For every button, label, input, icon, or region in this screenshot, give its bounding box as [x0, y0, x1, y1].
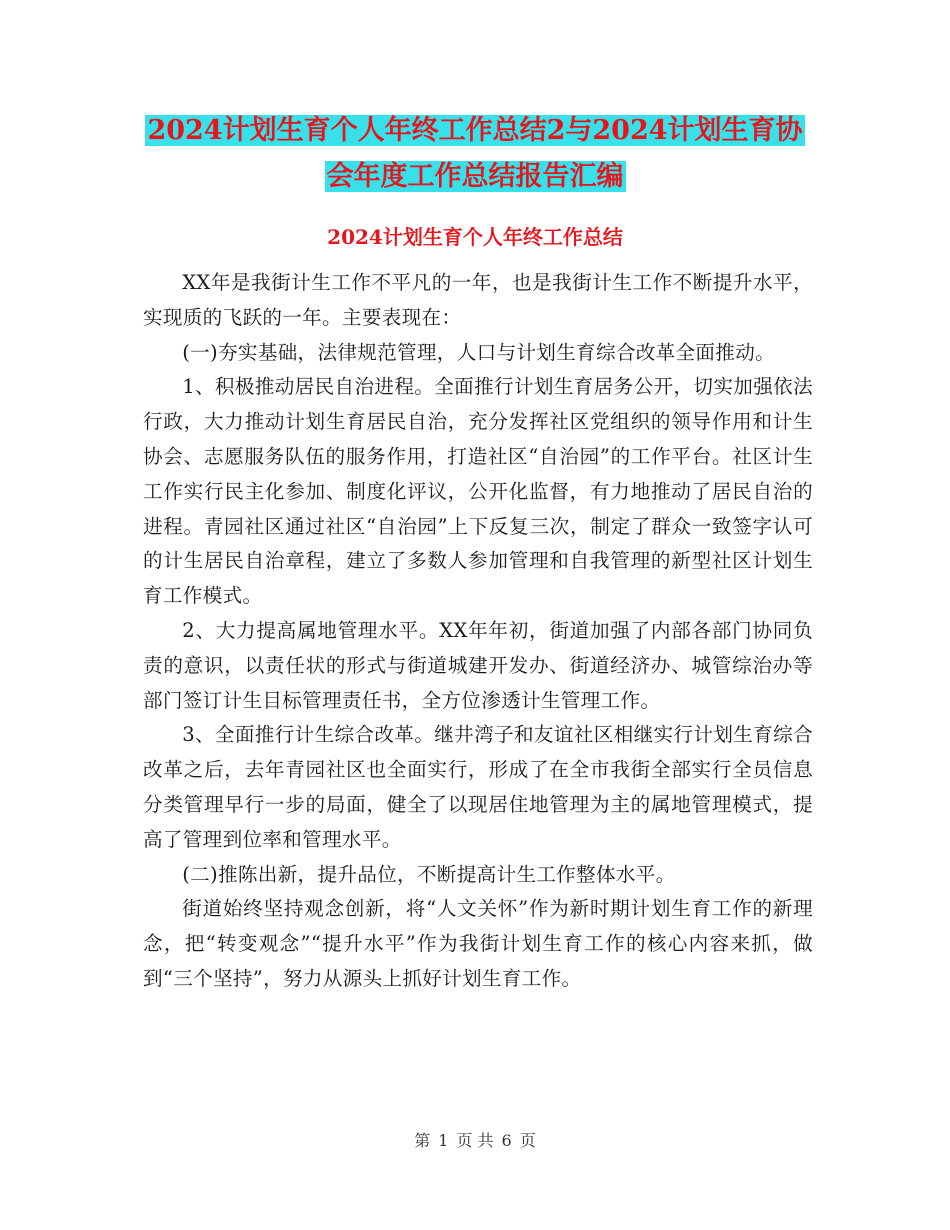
paragraph-item-3: 3、全面推行计生综合改革。继井湾子和友谊社区相继实行计划生育综合改革之后，去年青园社区也全面实行，形成了在全市我街全部实行全员信息分类管理早行一步的局面，健全了以现居住地管理为主的属地管理模式，提高了管理到位率和管理水平。 [143, 723, 813, 851]
footer-total-pages: 6 [501, 1131, 512, 1150]
section-title: 2024计划生育个人年终工作总结 [327, 225, 623, 249]
paragraph-heading-2: (二)推陈出新，提升品位，不断提高计生工作整体水平。 [182, 862, 676, 886]
paragraph-intro: XX年是我街计生工作不平凡的一年，也是我街计生工作不断提升水平，实现质的飞跃的一年。主要表现在： [143, 271, 813, 329]
page-footer [0, 1128, 950, 1151]
footer-mid: 页 共 [456, 1131, 494, 1150]
paragraph-item-2: 2、大力提高属地管理水平。XX年年初，街道加强了内部各部门协同负责的意识，以责任状的形式与街道城建开发办、街道经济办、城管综治办等部门签订计生目标管理责任书，全方位渗透计生管理工作。 [143, 618, 813, 712]
footer-prefix: 第 [414, 1131, 431, 1150]
title-line-1: 2024计划生育个人年终工作总结2与2024计划生育协 [147, 115, 803, 146]
paragraph-body: 街道始终坚持观念创新，将“人文关怀”作为新时期计划生育工作的新理念，把“转变观念”“提升水平”作为我街计划生育工作的核心内容来抓，做到“三个坚持”，努力从源头上抓好计划生育工作。 [143, 897, 813, 990]
footer-page-number: 1 [438, 1131, 449, 1150]
paragraph-item-1: 1、积极推动居民自治进程。全面推行计划生育居务公开，切实加强依法行政，大力推动计划生育居民自治，充分发挥社区党组织的领导作用和计生协会、志愿服务队伍的服务作用，打造社区“自治园”的工作平台。社区计生工作实行民主化参加、制度化评议，公开化监督，有力地推动了居民自治的进程。青园社区通过社区“自治园”上下反复三次，制定了群众一致签字认可的计生居民自治章程，建立了多数人参加管理和自我管理的新型社区计划生育工作模式。 [143, 375, 813, 608]
document-title [140, 108, 810, 200]
paragraph-heading-1: (一)夯实基础，法律规范管理，人口与计划生育综合改革全面推动。 [182, 340, 775, 364]
title-line-2: 会年度工作总结报告汇编 [326, 161, 624, 192]
document-body [143, 266, 813, 997]
footer-suffix: 页 [519, 1131, 536, 1150]
